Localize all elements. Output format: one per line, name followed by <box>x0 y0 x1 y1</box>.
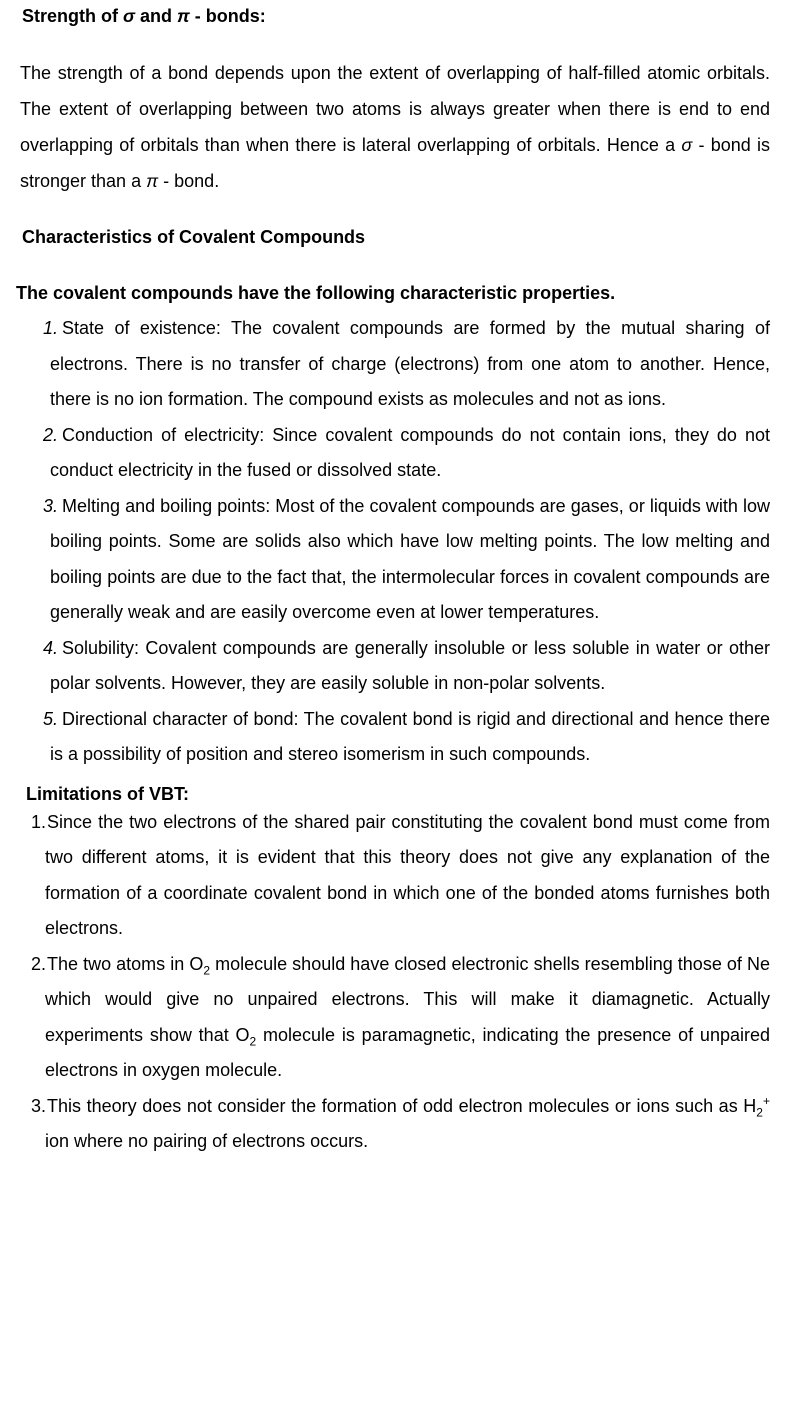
heading-strength-of-bonds: Strength of σ and π - bonds: <box>22 6 266 26</box>
limitations-list <box>20 805 770 1160</box>
intro-paragraph: The strength of a bond depends upon the extent of overlapping of half-filled atomic orbitals. The extent of overlapping between two atoms is always greater when there is end to end overlapping of orbitals than when there is lateral overlapping of orbitals. Hence a σ - bond is stronger than a π - bond. <box>20 63 770 191</box>
list-item: Melting and boiling points: Most of the covalent compounds are gases, or liquids with low boiling points. Some are solids also which have low melting points. The low melting and boiling points are due to the fact that, the intermolecular forces in covalent compounds are generally weak and are easily overcome even at lower temperatures. <box>50 495 770 622</box>
list-item: This theory does not consider the formation of odd electron molecules or ions such as $H_2^+$ ion where no pairing of electrons occurs. <box>45 1093 770 1151</box>
list-item: The two atoms in $O_2$ molecule should have closed electronic shells resembling those of Ne which would give no unpaired electrons. This will make it diamagnetic. Actually experiments show that $O_2$ molecule is paramagnetic, indicating the presence of unpaired electrons in oxygen molecule. <box>45 953 770 1080</box>
list-item: State of existence: The covalent compounds are formed by the mutual sharing of electrons. There is no transfer of charge (electrons) from one atom to another. Hence, there is no ion formation. The compound exists as molecules and not as ions. <box>50 318 770 409</box>
list-item: Directional character of bond: The covalent bond is rigid and directional and hence there is a possibility of position and stereo isomerism in such compounds. <box>50 708 770 764</box>
heading-characteristics: Characteristics of Covalent Compounds <box>22 227 366 247</box>
properties-intro-line: The covalent compounds have the following characteristic properties. <box>16 283 616 303</box>
list-item: Since the two electrons of the shared pair constituting the covalent bond must come from two different atoms, it is evident that this theory does not give any explanation of the formation of a coordinate covalent bond in which one of the bonded atoms furnishes both electrons. <box>45 811 770 938</box>
list-item: Conduction of electricity: Since covalent compounds do not contain ions, they do not conduct electricity in the fused or dissolved state. <box>50 424 770 480</box>
characteristics-list <box>20 311 770 773</box>
heading-limitations-of-vbt: Limitations of VBT: <box>26 783 189 804</box>
list-item: Solubility: Covalent compounds are generally insoluble or less soluble in water or other polar solvents. However, they are easily soluble in non-polar solvents. <box>50 637 770 693</box>
